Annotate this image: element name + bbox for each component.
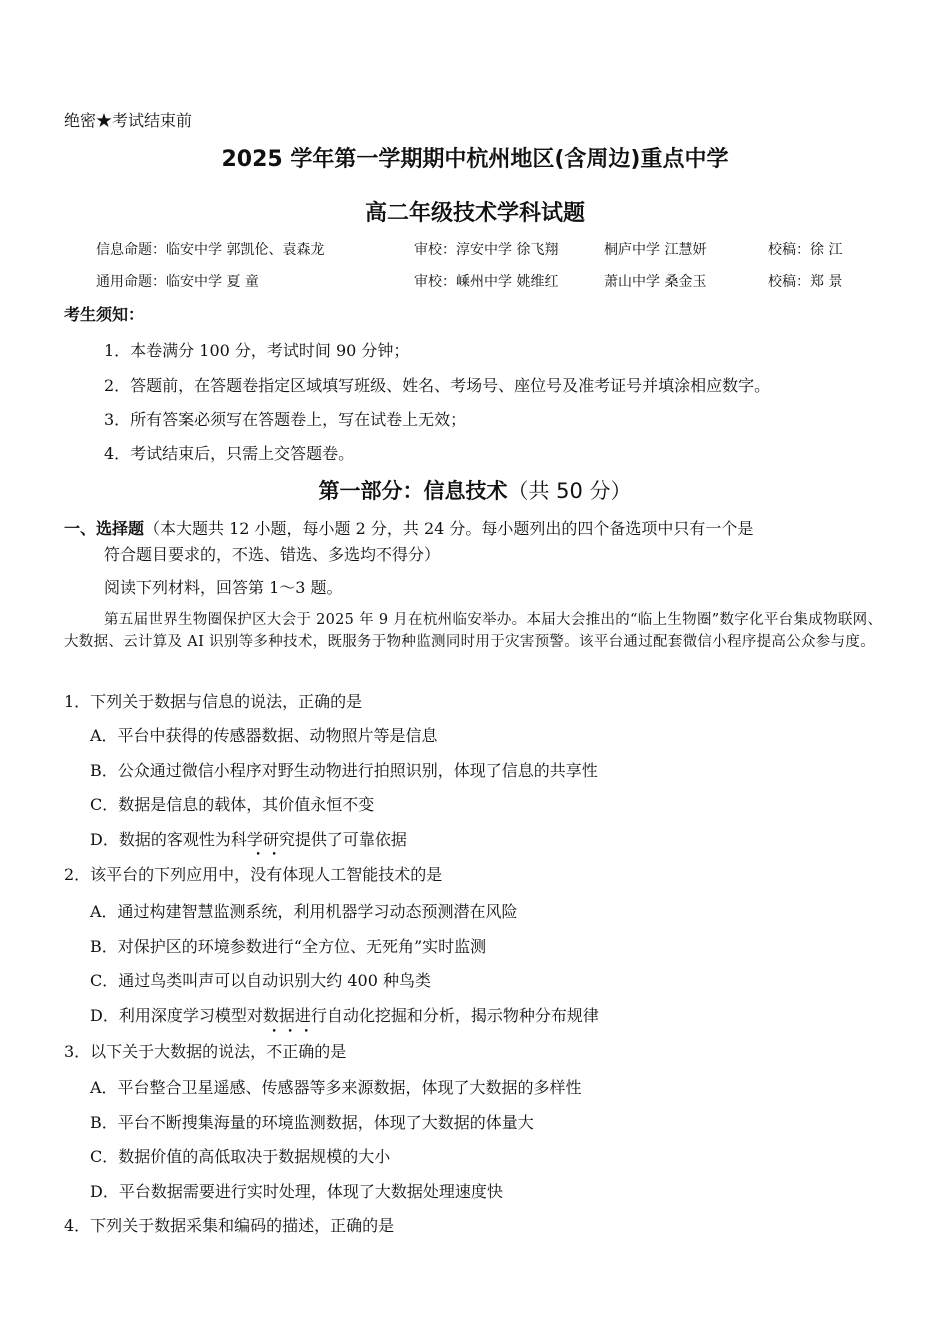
reading-instruction: 阅读下列材料，回答第 1～3 题。 xyxy=(104,578,343,597)
question-2-stem xyxy=(64,862,442,885)
question-2-option-b: B．对保护区的环境参数进行“全方位、无死角”实时监测 xyxy=(90,937,487,956)
question-text: 的是 xyxy=(314,1042,347,1061)
question-1-option-b: B．公众通过微信小程序对野生动物进行拍照识别，体现了信息的共享性 xyxy=(90,761,598,780)
reading-material: 第五届世界生物圈保护区大会于 2025 年 9 月在杭州临安举办。本届大会推出的“临上生物圈”数字化平台集成物联网、大数据、云计算及 AI 识别等多种技术，既服务于物种监测同时用于灾害预警。该平台通过配套微信小程序提高公众参与度。 xyxy=(64,612,883,650)
emphasis-char: 有 xyxy=(266,865,283,884)
question-3-option-d: D．平台数据需要进行实时处理，体现了大数据处理速度快 xyxy=(90,1182,503,1201)
question-1-option-c: C．数据是信息的载体，其价值永恒不变 xyxy=(90,795,375,814)
staff-row2-proof: 校稿：郑 景 xyxy=(768,274,843,290)
section-title xyxy=(0,475,950,505)
section-name: 第一部分：信息技术 xyxy=(318,479,508,503)
staff-row1-proof: 校稿：徐 江 xyxy=(768,242,843,258)
emphasis-char: 没 xyxy=(250,865,267,884)
question-2-option-c: C．通过鸟类叫声可以自动识别大约 400 种鸟类 xyxy=(90,971,431,990)
section-points: （共 50 分） xyxy=(507,479,632,503)
question-1-option-a: A．平台中获得的传感器数据、动物照片等是信息 xyxy=(90,726,438,745)
staff-row2-authors: 通用命题：临安中学 夏 童 xyxy=(96,274,259,290)
notice-item: 4．考试结束后，只需上交答题卷。 xyxy=(104,444,355,463)
question-text: 4．下列关于数据采集和编码的描述，正确的是 xyxy=(64,1216,395,1235)
question-3-option-c: C．数据价值的高低取决于数据规模的大小 xyxy=(90,1147,391,1166)
question-3-option-b: B．平台不断搜集海量的环境监测数据，体现了大数据的体量大 xyxy=(90,1113,534,1132)
question-text: 1．下列关于数据与信息的说法，正确的是 xyxy=(64,692,363,711)
emphasis-word xyxy=(266,1042,314,1061)
question-1-option-d: D．数据的客观性为科学研究提供了可靠依据 xyxy=(90,830,407,849)
staff-row2-reviewer1: 审校：嵊州中学 姚维红 xyxy=(414,274,559,290)
staff-row1-reviewer1: 审校：淳安中学 徐飞翔 xyxy=(414,242,559,258)
question-2-option-d: D．利用深度学习模型对数据进行自动化挖掘和分析，揭示物种分布规律 xyxy=(90,1006,599,1025)
emphasis-char: 不 xyxy=(266,1042,283,1061)
notice-item: 2．答题前，在答题卷指定区域填写班级、姓名、考场号、座位号及准考证号并填涂相应数字。 xyxy=(104,376,771,395)
staff-row2-reviewer2: 萧山中学 桑金玉 xyxy=(604,274,707,290)
question-1-stem xyxy=(64,689,362,712)
question-3-stem xyxy=(64,1039,346,1062)
emphasis-char: 确 xyxy=(298,1042,315,1061)
notice-heading: 考生须知： xyxy=(64,305,145,324)
part-label: 一、选择题 xyxy=(64,519,145,538)
part-heading xyxy=(64,516,753,539)
staff-row1-authors: 信息命题：临安中学 郭凯伦、袁森龙 xyxy=(96,242,325,258)
exam-title: 2025 学年第一学期期中杭州地区(含周边)重点中学 xyxy=(221,147,729,172)
question-2-option-a: A．通过构建智慧监测系统，利用机器学习动态预测潜在风险 xyxy=(90,902,518,921)
question-text: 3．以下关于大数据的说法， xyxy=(64,1042,267,1061)
staff-row1-reviewer2: 桐庐中学 江慧妍 xyxy=(604,242,707,258)
notice-item: 3．所有答案必须写在答题卷上，写在试卷上无效； xyxy=(104,410,467,429)
question-3-option-a: A．平台整合卫星遥感、传感器等多来源数据，体现了大数据的多样性 xyxy=(90,1078,582,1097)
secrecy-label: 绝密★考试结束前 xyxy=(64,111,193,130)
emphasis-char: 正 xyxy=(282,1042,299,1061)
emphasis-word xyxy=(250,865,282,884)
question-4-stem xyxy=(64,1213,394,1236)
notice-item: 1．本卷满分 100 分，考试时间 90 分钟； xyxy=(104,341,410,360)
exam-subtitle: 高二年级技术学科试题 xyxy=(364,201,585,226)
question-text: 体现人工智能技术的是 xyxy=(282,865,443,884)
part-desc: （本大题共 12 小题，每小题 2 分，共 24 分。每小题列出的四个备选项中只有一个是 xyxy=(144,519,754,538)
question-text: 2．该平台的下列应用中， xyxy=(64,865,251,884)
part-desc-cont: 符合题目要求的，不选、错选、多选均不得分） xyxy=(104,545,441,564)
